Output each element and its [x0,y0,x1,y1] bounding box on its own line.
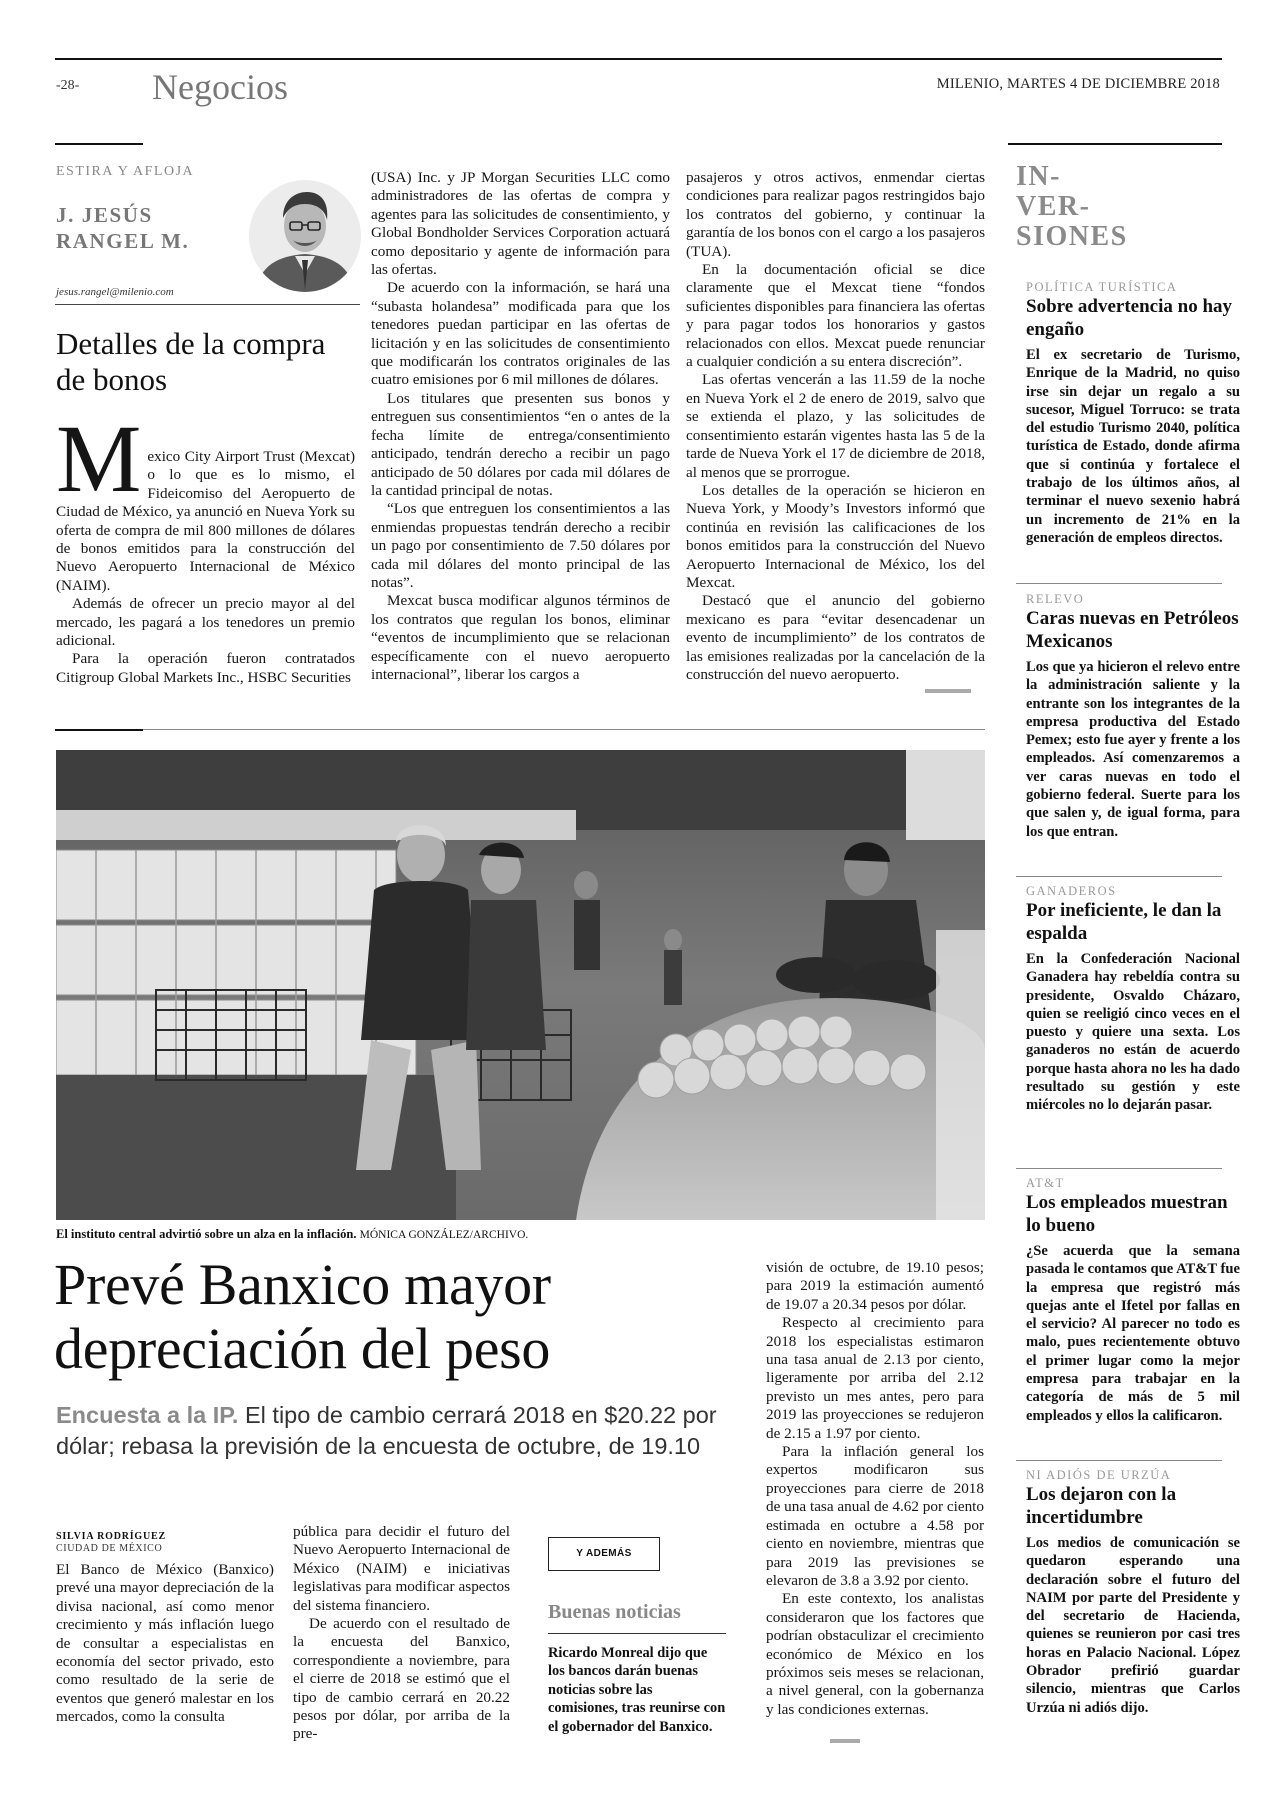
inversiones-item [1026,1468,1240,1717]
item-separator [1016,1168,1222,1169]
item-text: En la Confederación Nacional Ganadera hay rebeldía contra su presidente, Osvaldo Cházaro, quien se reeligió cinco veces en el puesto y quiere una sexta. Los ganaderos no están de acuerdo porque hasta ahora no les ha dado resultado su gestión y este miércoles no lo dejarán pasar. [1026,951,1240,1114]
paragraph: De acuerdo con el resultado de la encuesta del Banxico, correspondiente a noviembre, para el cierre de 2018 se estimó que el tipo de cambio cerrará en 20.22 pesos por dólar, por arriba de la pre- [293,1615,510,1743]
sidebar-title: Buenas noticias [548,1601,681,1623]
column-author [56,202,189,254]
item-headline: Sobre advertencia no hay engaño [1026,296,1233,340]
story-col-d [766,1259,984,1719]
caption-text: El instituto central advirtió sobre un alza en la inflación. [56,1227,357,1241]
item-separator [1016,583,1222,584]
end-mark [925,689,971,693]
paragraph: exico City Airport Trust (Mexcat) o lo que es lo mismo, el Fideicomiso del Aeropuerto de Ciudad de México, ya anunció en Nueva York su oferta de compra de mil 800 millones de dólares de bonos emitidos para la construcción del Nuevo Aeropuerto Internacional de México (NAIM). [56,448,355,594]
paragraph: Además de ofrecer un precio mayor al del mercado, les pagará a los tenedores un premio adicional. [56,595,355,650]
photo-rule [143,729,985,730]
paragraph: (USA) Inc. y JP Morgan Securities LLC como administradores de las ofertas de compra y agentes para las solicitudes de consentimiento, y Global Bondholder Services Corporation actuará como depositario y agente de información para las ofertas. [371,169,670,279]
sidebar-text: Ricardo Monreal dijo que los bancos darán buenas noticias sobre las comisiones, tras reunirse con el gobernador del Banxico. [548,1645,726,1735]
end-mark [830,1739,860,1743]
column-name: ESTIRA Y AFLOJA [56,164,195,179]
main-deck [56,1400,756,1462]
inversiones-item [1026,280,1240,547]
item-kicker: POLÍTICA TURÍSTICA [1026,280,1178,294]
item-text: El ex secretario de Turismo, Enrique de la Madrid, no quiso irse sin dejar un regalo a su sucesor, Miguel Torruco: se trata del estudio Turismo 2040, política turística de Estado, donde afirma que si continúa y fortalece el trabajo de los últimos años, al terminar el nuevo sexenio habrá un incremento de 21% en la generación de empleos directos. [1026,347,1240,546]
sidebar-rule [548,1633,726,1634]
paragraph: pasajeros y otros activos, enmendar ciertas condiciones para realizar pagos restringidos bajo los contratos del gobierno, y continuar la garantía de los bonos con el cargo a los pasajeros (TUA). [686,169,985,260]
author-line-1: J. JESÚS [56,203,153,227]
photo-rule-short [55,729,143,731]
author-email: jesus.rangel@milenio.com [56,286,174,298]
item-headline: Los dejaron con la incertidumbre [1026,1484,1177,1528]
paragraph: Las ofertas vencerán a las 11.59 de la noche en Nueva York el 2 de enero de 2019, salvo que se extienda el plazo, y las solicitudes de consentimiento estarán vigentes hasta las 5 de la tarde de Nueva York el 17 de diciembre de 2018, al menos que se prorrogue. [686,371,985,481]
item-headline: Los empleados muestran lo bueno [1026,1192,1228,1236]
caption-credit: MÓNICA GONZÁLEZ/ARCHIVO. [359,1229,529,1241]
item-text: Los que ya hicieron el relevo entre la administración saliente y la entrante son los integrantes de la empresa productiva del Estado Pemex; esto fue ayer y frente a los empleados. Así comenzaremos a ver caras nuevas en todo el gobierno federal. Suerte para los que salen y, de igual forma, para los que entran. [1026,659,1240,840]
ademas-tag: Y ADEMÁS [576,1548,632,1559]
author-photo [247,178,363,294]
inversiones-item [1026,884,1240,1115]
drop-cap: M [56,405,142,512]
paragraph: Respecto al crecimiento para 2018 los especialistas estimaron una tasa anual de 2.13 por ciento, ligeramente por arriba del 2.12 previsto un mes antes, pero para 2019 las proyecciones se redujeron de 2.15 a 1.97 por ciento. [766,1314,984,1442]
dateline: MILENIO, MARTES 4 DE DICIEMBRE 2018 [936,76,1220,92]
main-headline [54,1253,754,1381]
inversiones-title-1: IN- [1016,161,1061,192]
item-separator [1016,876,1222,877]
column-title: Detalles de la compra de bonos [56,326,326,397]
deck-lead: Encuesta a la IP. [56,1402,239,1428]
inversiones-rule [1008,143,1222,145]
inversiones-title [1016,162,1128,252]
author-line-2: RANGEL M. [56,229,190,253]
paragraph: pública para decidir el futuro del Nuevo Aeropuerto Internacional de México (NAIM) e iniciativas legislativas para modificar aspectos del sistema financiero. [293,1523,510,1614]
top-rule [55,58,1222,60]
headline-line-1: Prevé Banxico mayor [54,1252,551,1317]
inversiones-title-2: VER- [1016,191,1091,222]
headline-line-2: depreciación del peso [54,1316,551,1381]
paragraph: Para la operación fueron contratados Citigroup Global Markets Inc., HSBC Securities [56,650,355,686]
byline-location: CIUDAD DE MÉXICO [56,1543,163,1554]
email-rule [55,304,360,305]
item-text: ¿Se acuerda que la semana pasada le contamos que AT&T fue la empresa que registró más quejas ante el Ifetel por fallas en el servicio? Al parecer no todo es malo, pues recientemente obtuvo el primer lugar como la mejor empresa para trabajar en la categoría de más de 5 mil empleados y ellos la calificaron. [1026,1243,1240,1424]
item-headline: Por ineficiente, le dan la espalda [1026,900,1222,944]
inversiones-title-3: SIONES [1016,221,1128,252]
column-col-3 [686,169,985,684]
paragraph: En este contexto, los analistas consideraron que los factores que podrían obstaculizar el crecimiento económico de México en los próximos seis meses se relacionan, a nivel general, con la gobernanza y las condiciones externas. [766,1590,984,1718]
paragraph: Los titulares que presenten sus bonos y entreguen sus consentimientos “en o antes de la fecha límite de entrega/consentimiento anticipado, tendrán derecho a recibir un pago anticipado de 50 dólares por cada mil dólares de la cantidad principal de notas. [371,389,670,499]
paragraph: Para la inflación general los expertos modificaron sus proyecciones para cierre de 2018 de una tasa anual de 4.62 por ciento estimada en octubre a 4.58 por ciento en noviembre, mientras que para 2019 las previsiones se elevaron de 3.8 a 3.92 por ciento. [766,1443,984,1589]
item-separator [1016,1460,1222,1461]
item-text: Los medios de comunicación se quedaron esperando una declaración sobre el futuro del NAIM por parte del Presidente y del secretario de Hacienda, quienes se reunieron por casi tres horas en Palacio Nacional. López Obrador prefirió guardar silencio, mientras que Carlos Urzúa ni adiós dijo. [1026,1535,1240,1716]
inversiones-item [1026,592,1240,841]
column-col-2 [371,169,670,684]
item-kicker: RELEVO [1026,592,1085,606]
item-headline: Caras nuevas en Petróleos Mexicanos [1026,608,1239,652]
paragraph: En la documentación oficial se dice claramente que el Mexcat tiene “fondos suficientes disponibles para financiera las ofertas y para pagar todos los honorarios y gastos relacionados con ellos. Mexcat puede renunciar a cualquier condición a su entera discreción”. [686,261,985,371]
section-title: Negocios [152,67,288,107]
column-col-1 [56,405,355,687]
item-kicker: GANADEROS [1026,884,1117,898]
news-photo [56,750,985,1220]
paragraph: Mexcat busca modificar algunos términos de los contratos que regulan los bonos, eliminar “eventos de incumplimiento que se relacionan específicamente con el nuevo aeropuerto internacional”, liberar los cargos a [371,592,670,683]
inversiones-item [1026,1176,1240,1425]
page-number: -28- [56,78,80,93]
paragraph: Los detalles de la operación se hicieron en Nueva York, y Moody’s Investors informó que continúa en revisión las calificaciones de los bonos emitidos para la construcción del Nuevo Aeropuerto Internacional de México, los del Mexcat. [686,481,985,591]
item-kicker: NI ADIÓS DE URZÚA [1026,1468,1172,1482]
item-kicker: AT&T [1026,1176,1065,1190]
paragraph: De acuerdo con la información, se hará una “subasta holandesa” modificada para que los tenedores puedan participar en las ofertas de licitación y en las solicitudes de consentimiento que modificarán los contratos originales de las cuatro emisiones por 6 mil millones de dólares. [371,279,670,389]
paragraph: Destacó que el anuncio del gobierno mexicano es para “evitar desencadenar un evento de incumplimiento” de los contratos de las emisiones realizadas por la cancelación de la construcción del nuevo aeropuerto. [686,592,985,683]
paragraph: El Banco de México (Banxico) prevé una mayor depreciación de la divisa nacional, así como menor crecimiento y más inflación luego de consultar a especialistas en economía del sector privado, esto como resultado de la serie de eventos que generó malestar en los mercados, como la consulta [56,1561,274,1726]
paragraph: visión de octubre, de 19.10 pesos; para 2019 la estimación aumentó de 19.07 a 20.34 pesos por dólar. [766,1259,984,1313]
story-col-a [56,1561,274,1727]
column-rule [55,143,143,145]
paragraph: “Los que entreguen los consentimientos a las enmiendas propuestas tendrán derecho a recibir un pago por consentimiento de 7.50 dólares por cada mil dólares del monto principal de las notas”. [371,500,670,591]
ademas-tag-box [548,1537,660,1571]
deck-text: El tipo de cambio cerrará 2018 en $20.22 por dólar; rebasa la previsión de la encuesta de octubre, de 19.10 [56,1402,717,1459]
story-col-b [293,1523,510,1744]
photo-caption [56,1227,528,1242]
byline: SILVIA RODRÍGUEZ [56,1531,166,1542]
